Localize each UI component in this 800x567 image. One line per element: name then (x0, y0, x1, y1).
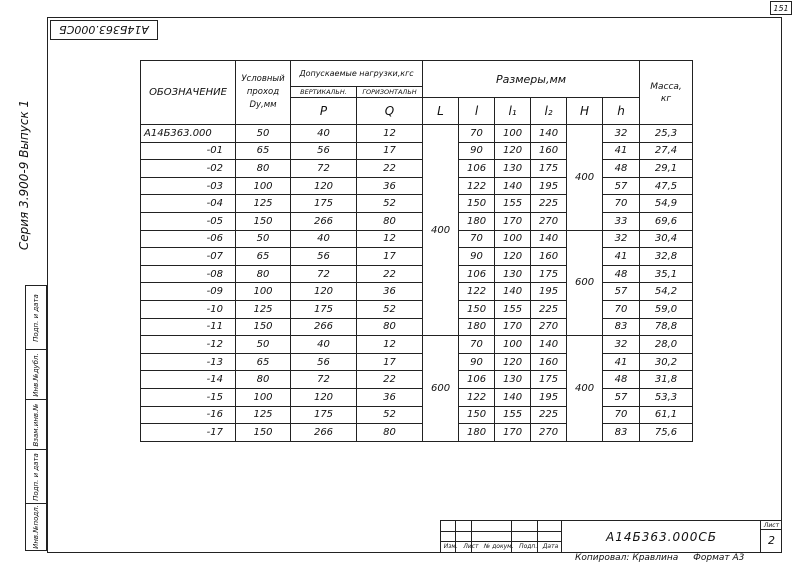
cell-h: 83 (603, 318, 640, 336)
cell-mass: 59,0 (640, 300, 693, 318)
cell-nominal-bore: 100 (236, 388, 291, 406)
header-p: P (291, 98, 357, 125)
cell-designation: -04 (141, 195, 236, 213)
cell-designation: А14Б363.000 (141, 125, 236, 143)
header-H: H (567, 98, 603, 125)
cell-mass: 30,2 (640, 353, 693, 371)
cell-l: 90 (459, 248, 495, 266)
cell-l1: 170 (495, 424, 531, 442)
header-l2: l₂ (531, 98, 567, 125)
cell-nominal-bore: 150 (236, 212, 291, 230)
cell-h: 32 (603, 230, 640, 248)
cell-l1: 155 (495, 195, 531, 213)
cell-q: 17 (357, 248, 423, 266)
cell-designation: -13 (141, 353, 236, 371)
cell-mass: 25,3 (640, 125, 693, 143)
cell-q: 36 (357, 283, 423, 301)
cell-l1: 100 (495, 125, 531, 143)
side-cell (26, 450, 46, 504)
cell-p: 56 (291, 353, 357, 371)
cell-l1: 140 (495, 177, 531, 195)
cell-p: 40 (291, 230, 357, 248)
cell-p: 40 (291, 336, 357, 354)
spec-table-body (141, 125, 693, 442)
tb-label: Дата (542, 543, 559, 550)
cell-q: 52 (357, 195, 423, 213)
cell-l2: 140 (531, 336, 567, 354)
cell-p: 72 (291, 160, 357, 178)
cell-mass: 30,4 (640, 230, 693, 248)
cell-designation: -09 (141, 283, 236, 301)
cell-l2: 140 (531, 230, 567, 248)
cell-mass: 54,2 (640, 283, 693, 301)
cell-p: 266 (291, 318, 357, 336)
header-nominal-bore-line: Условный (241, 74, 285, 84)
cell-l: 70 (459, 125, 495, 143)
header-mass-line: Масса, (650, 81, 682, 92)
cell-nominal-bore: 50 (236, 230, 291, 248)
header-nominal-bore (236, 61, 291, 125)
table-row (141, 142, 693, 160)
header-L: L (423, 98, 459, 125)
series-label (4, 85, 44, 265)
side-cell (26, 504, 46, 550)
cell-nominal-bore: 65 (236, 353, 291, 371)
cell-designation: -05 (141, 212, 236, 230)
cell-mass: 78,8 (640, 318, 693, 336)
cell-designation: -08 (141, 265, 236, 283)
cell-h: 32 (603, 125, 640, 143)
table-row (141, 318, 693, 336)
cell-nominal-bore: 80 (236, 160, 291, 178)
series-text: Серия 3.900-9 Выпуск 1 (17, 99, 31, 251)
cell-l: 106 (459, 265, 495, 283)
side-cell (26, 350, 46, 400)
cell-l1: 155 (495, 406, 531, 424)
cell-nominal-bore: 150 (236, 424, 291, 442)
cell-h: 41 (603, 353, 640, 371)
cell-nominal-bore: 65 (236, 248, 291, 266)
cell-l2: 225 (531, 195, 567, 213)
cell-h: 57 (603, 283, 640, 301)
cell-l2: 175 (531, 160, 567, 178)
table-row (141, 265, 693, 283)
cell-nominal-bore: 50 (236, 336, 291, 354)
side-label: Инв.№подл. (32, 505, 40, 549)
cell-l1: 140 (495, 388, 531, 406)
tb-label: № докум. (484, 543, 514, 550)
cell-l1: 130 (495, 160, 531, 178)
cell-nominal-bore: 125 (236, 300, 291, 318)
sheet-number: 2 (768, 534, 775, 547)
cell-mass: 29,1 (640, 160, 693, 178)
cell-l2: 195 (531, 388, 567, 406)
cell-designation: -11 (141, 318, 236, 336)
cell-l: 70 (459, 230, 495, 248)
cell-designation: -02 (141, 160, 236, 178)
cell-l: 180 (459, 212, 495, 230)
header-l1: l₁ (495, 98, 531, 125)
cell-L: 400 (423, 125, 459, 336)
cell-h: 33 (603, 212, 640, 230)
cell-designation: -06 (141, 230, 236, 248)
cell-designation: -10 (141, 300, 236, 318)
cell-l2: 160 (531, 248, 567, 266)
cell-p: 120 (291, 177, 357, 195)
cell-l: 150 (459, 300, 495, 318)
tb-label: Изм. (443, 543, 458, 550)
cell-nominal-bore: 50 (236, 125, 291, 143)
cell-q: 80 (357, 424, 423, 442)
cell-l2: 270 (531, 424, 567, 442)
page-mark: 151 (770, 1, 792, 15)
cell-H: 400 (567, 336, 603, 442)
table-row (141, 388, 693, 406)
cell-l2: 270 (531, 318, 567, 336)
cell-p: 175 (291, 406, 357, 424)
cell-p: 120 (291, 283, 357, 301)
cell-nominal-bore: 150 (236, 318, 291, 336)
cell-l: 106 (459, 371, 495, 389)
title-block (440, 520, 782, 553)
header-nominal-bore-line: проход (246, 87, 280, 97)
cell-l: 150 (459, 195, 495, 213)
cell-q: 12 (357, 230, 423, 248)
table-row (141, 177, 693, 195)
cell-l2: 195 (531, 283, 567, 301)
side-cell (26, 400, 46, 450)
cell-l1: 155 (495, 300, 531, 318)
cell-designation: -07 (141, 248, 236, 266)
cell-mass: 69,6 (640, 212, 693, 230)
cell-q: 36 (357, 388, 423, 406)
cell-l2: 160 (531, 142, 567, 160)
cell-q: 22 (357, 160, 423, 178)
sheet-label: Лист (761, 522, 782, 530)
cell-l2: 270 (531, 212, 567, 230)
cell-h: 32 (603, 336, 640, 354)
title-block-grid (441, 521, 561, 553)
header-designation: ОБОЗНАЧЕНИЕ (141, 61, 236, 125)
cell-nominal-bore: 125 (236, 195, 291, 213)
side-label: Взам.инв.№ (32, 402, 40, 447)
header-vertical: ВЕРТИКАЛЬН. (291, 87, 357, 98)
cell-l1: 140 (495, 283, 531, 301)
cell-l1: 120 (495, 353, 531, 371)
cell-l: 106 (459, 160, 495, 178)
cell-q: 22 (357, 371, 423, 389)
cell-q: 36 (357, 177, 423, 195)
cell-h: 41 (603, 248, 640, 266)
table-row (141, 371, 693, 389)
table-row (141, 195, 693, 213)
cell-nominal-bore: 100 (236, 177, 291, 195)
cell-designation: -14 (141, 371, 236, 389)
cell-l2: 225 (531, 300, 567, 318)
cell-l1: 100 (495, 230, 531, 248)
cell-h: 70 (603, 195, 640, 213)
cell-mass: 54,9 (640, 195, 693, 213)
header-l: l (459, 98, 495, 125)
cell-l: 122 (459, 177, 495, 195)
table-row (141, 125, 693, 143)
cell-designation: -12 (141, 336, 236, 354)
cell-L: 600 (423, 336, 459, 442)
cell-l: 180 (459, 318, 495, 336)
cell-q: 17 (357, 353, 423, 371)
footer (575, 553, 744, 563)
table-row (141, 212, 693, 230)
table-row (141, 336, 693, 354)
tb-line (441, 531, 561, 532)
cell-p: 72 (291, 371, 357, 389)
cell-q: 52 (357, 406, 423, 424)
side-cell (26, 286, 46, 350)
cell-l2: 175 (531, 265, 567, 283)
cell-p: 72 (291, 265, 357, 283)
cell-q: 52 (357, 300, 423, 318)
title-block-doc-number: А14Б363.000СБ (561, 521, 761, 553)
cell-h: 48 (603, 371, 640, 389)
side-label: Инв.№дубл. (32, 352, 40, 397)
side-strip (25, 285, 47, 551)
cell-designation: -16 (141, 406, 236, 424)
cell-mass: 61,1 (640, 406, 693, 424)
cell-h: 48 (603, 160, 640, 178)
cell-p: 266 (291, 424, 357, 442)
cell-l1: 100 (495, 336, 531, 354)
cell-h: 57 (603, 177, 640, 195)
top-stamp: А14Б363.000СБ (50, 20, 158, 40)
title-block-sheet (760, 521, 782, 553)
cell-q: 22 (357, 265, 423, 283)
header-mass-line: кг (660, 93, 672, 104)
table-row (141, 406, 693, 424)
cell-p: 266 (291, 212, 357, 230)
cell-l: 122 (459, 388, 495, 406)
side-label: Подп. и дата (32, 452, 40, 501)
cell-l: 150 (459, 406, 495, 424)
table-row (141, 353, 693, 371)
cell-p: 175 (291, 195, 357, 213)
cell-p: 120 (291, 388, 357, 406)
cell-q: 12 (357, 336, 423, 354)
table-row (141, 283, 693, 301)
header-h: h (603, 98, 640, 125)
tb-label: Подп. (519, 543, 538, 550)
cell-p: 40 (291, 125, 357, 143)
cell-q: 80 (357, 212, 423, 230)
cell-l: 90 (459, 142, 495, 160)
cell-l1: 120 (495, 248, 531, 266)
cell-mass: 53,3 (640, 388, 693, 406)
cell-mass: 47,5 (640, 177, 693, 195)
cell-p: 56 (291, 142, 357, 160)
cell-l2: 140 (531, 125, 567, 143)
header-dimensions: Размеры,мм (423, 61, 640, 98)
cell-mass: 28,0 (640, 336, 693, 354)
table-row (141, 160, 693, 178)
header-q: Q (357, 98, 423, 125)
table-row (141, 300, 693, 318)
cell-l1: 170 (495, 318, 531, 336)
cell-l2: 225 (531, 406, 567, 424)
cell-designation: -15 (141, 388, 236, 406)
cell-mass: 27,4 (640, 142, 693, 160)
cell-mass: 75,6 (640, 424, 693, 442)
cell-nominal-bore: 80 (236, 371, 291, 389)
header-loads: Допускаемые нагрузки,кгс (291, 61, 423, 87)
cell-nominal-bore: 125 (236, 406, 291, 424)
cell-p: 175 (291, 300, 357, 318)
footer-format: Формат А3 (693, 553, 745, 563)
cell-h: 70 (603, 406, 640, 424)
table-row (141, 248, 693, 266)
cell-l1: 130 (495, 265, 531, 283)
table-row (141, 230, 693, 248)
cell-q: 17 (357, 142, 423, 160)
cell-h: 41 (603, 142, 640, 160)
cell-h: 70 (603, 300, 640, 318)
cell-l: 90 (459, 353, 495, 371)
cell-nominal-bore: 65 (236, 142, 291, 160)
cell-q: 80 (357, 318, 423, 336)
cell-designation: -01 (141, 142, 236, 160)
cell-q: 12 (357, 125, 423, 143)
header-horizontal: ГОРИЗОНТАЛЬН (357, 87, 423, 98)
cell-nominal-bore: 80 (236, 265, 291, 283)
cell-l2: 160 (531, 353, 567, 371)
cell-designation: -03 (141, 177, 236, 195)
cell-designation: -17 (141, 424, 236, 442)
cell-l: 122 (459, 283, 495, 301)
cell-mass: 31,8 (640, 371, 693, 389)
cell-l: 70 (459, 336, 495, 354)
cell-H: 400 (567, 125, 603, 231)
cell-h: 57 (603, 388, 640, 406)
cell-l2: 195 (531, 177, 567, 195)
table-row (141, 424, 693, 442)
spec-table (140, 60, 693, 442)
cell-mass: 35,1 (640, 265, 693, 283)
header-mass (640, 61, 693, 125)
cell-l: 180 (459, 424, 495, 442)
header-nominal-bore-line: Dу,мм (249, 100, 277, 110)
side-label: Подп. и дата (32, 293, 40, 342)
cell-h: 83 (603, 424, 640, 442)
footer-copied: Копировал: Кравлина (575, 553, 679, 563)
cell-h: 48 (603, 265, 640, 283)
cell-mass: 32,8 (640, 248, 693, 266)
tb-label: Лист (463, 543, 479, 550)
cell-nominal-bore: 100 (236, 283, 291, 301)
cell-l2: 175 (531, 371, 567, 389)
title-block-labels (441, 542, 561, 551)
cell-l1: 120 (495, 142, 531, 160)
cell-l1: 130 (495, 371, 531, 389)
cell-p: 56 (291, 248, 357, 266)
cell-H: 600 (567, 230, 603, 336)
cell-l1: 170 (495, 212, 531, 230)
